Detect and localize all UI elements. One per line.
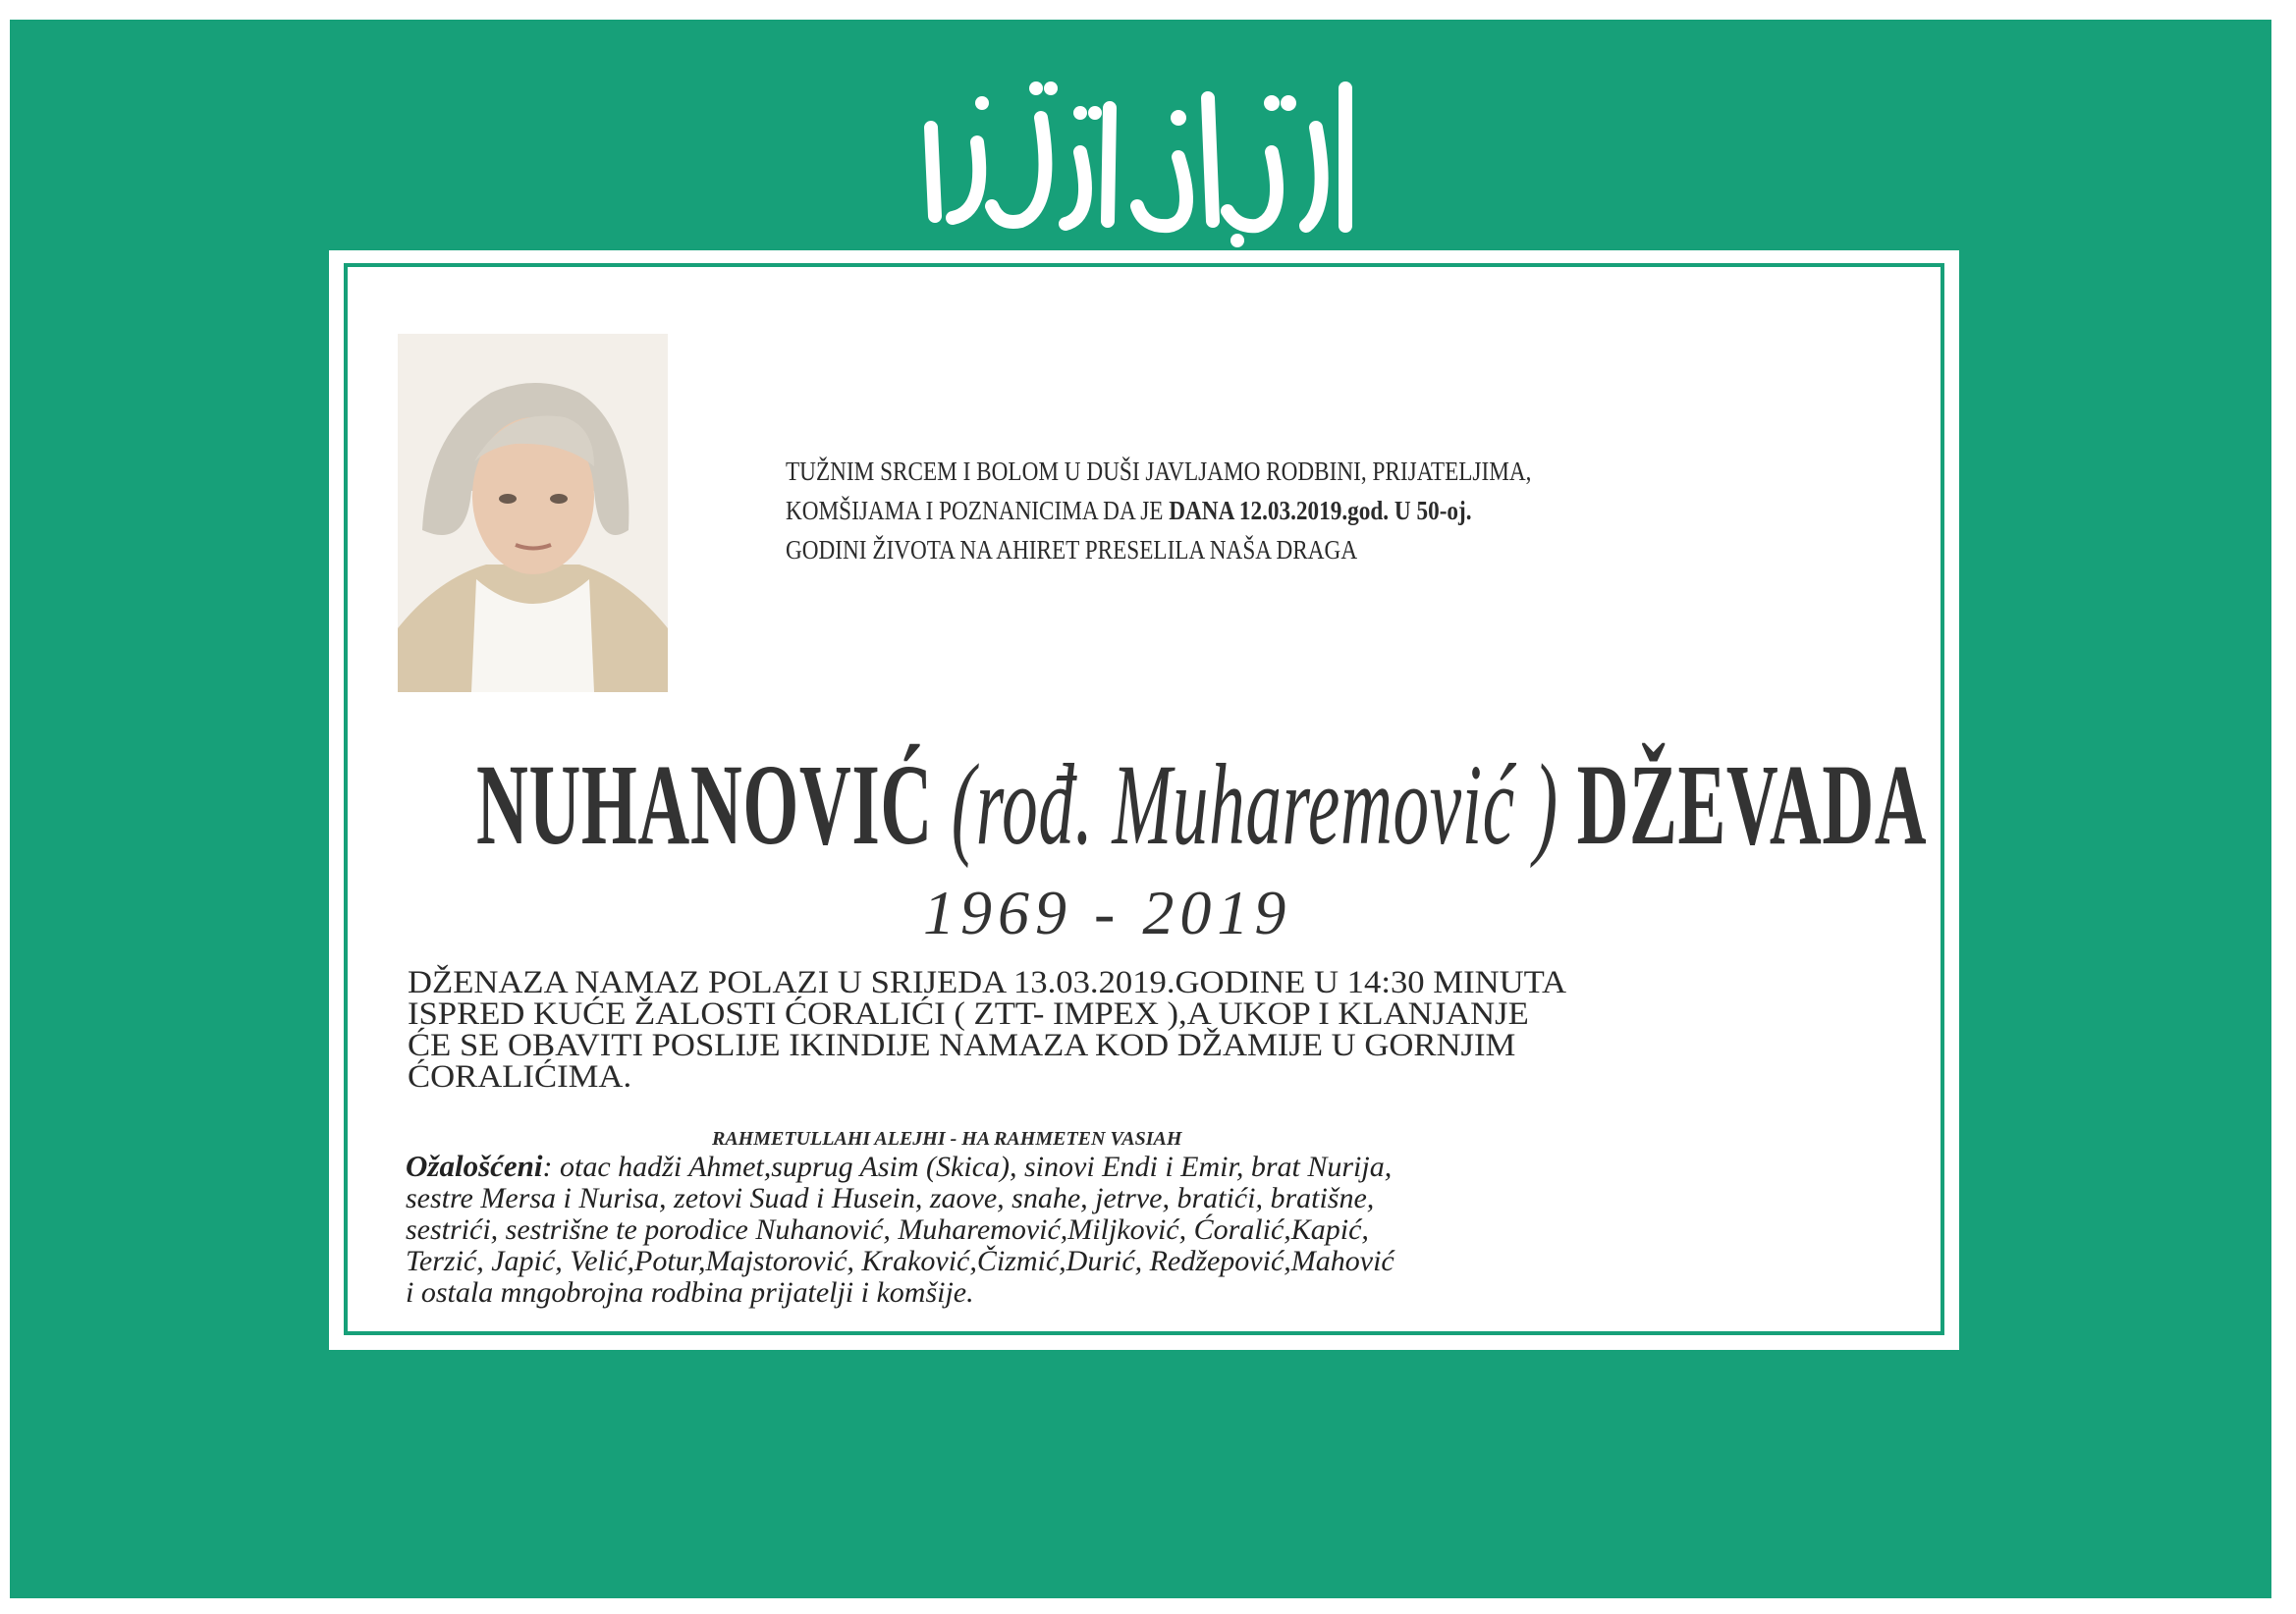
mourners-line-4: Terzić, Japić, Velić,Potur,Majstorović, Kraković,Čizmić,Durić, Redžepović,Mahović — [406, 1245, 1394, 1277]
intro-line-2 — [786, 491, 1546, 530]
funeral-line-4: ĆORALIĆIMA. — [408, 1059, 632, 1095]
life-years: 1969 - 2019 — [923, 878, 1292, 947]
deceased-name — [476, 740, 1928, 869]
funeral-line-3: ĆE SE OBAVITI POSLIJE IKINDIJE NAMAZA KOD DŽAMIJE U GORNJIM — [408, 1028, 1516, 1063]
funeral-details — [408, 967, 2057, 1093]
intro-line-3: GODINI ŽIVOTA NA AHIRET PRESELILA NAŠA DRAGA — [786, 535, 1358, 565]
mourners-label: Ožalošćeni — [406, 1149, 543, 1183]
surname: NUHANOVIĆ — [476, 740, 933, 869]
portrait-photo — [398, 334, 668, 692]
mourners-line-5: i ostala mngobrojna rodbina prijatelji i komšije. — [406, 1276, 974, 1309]
mourners-line-1 — [406, 1151, 1938, 1183]
mourners-line-1-text: : otac hadži Ahmet,suprug Asim (Skica), sinovi Endi i Emir, brat Nurija, — [542, 1151, 1393, 1183]
arabic-calligraphy-header — [884, 59, 1394, 255]
prayer-line: RAHMETULLAHI ALEJHI - HA RAHMETEN VASIAH — [712, 1128, 1182, 1150]
date-of-death: DANA 12.03.2019.god. U 50-oj. — [1169, 496, 1472, 525]
funeral-line-1: DŽENAZA NAMAZ POLAZI U SRIJEDA 13.03.2019.GODINE U 14:30 MINUTA — [408, 965, 1567, 1000]
funeral-line-2: ISPRED KUĆE ŽALOSTI ĆORALIĆI ( ZTT- IMPEX ),A UKOP I KLANJANJE — [408, 996, 1529, 1032]
intro-line-1: TUŽNIM SRCEM I BOLOM U DUŠI JAVLJAMO RODBINI, PRIJATELJIMA, — [786, 457, 1532, 486]
maiden-name: (rođ. Muharemović ) — [932, 740, 1577, 869]
announcement-intro — [786, 452, 1546, 569]
mourners-line-2: sestre Mersa i Nurisa, zetovi Suad i Husein, zaove, snahe, jetrve, bratići, bratišne, — [406, 1182, 1375, 1214]
portrait-icon — [398, 334, 668, 692]
mourners-line-3: sestrići, sestrišne te porodice Nuhanović, Muharemović,Miljković, Ćoralić,Kapić, — [406, 1213, 1369, 1246]
intro-line-2-text: KOMŠIJAMA I POZNANICIMA DA JE — [786, 496, 1170, 525]
mourners-list — [406, 1151, 1938, 1309]
given-name: DŽEVADA — [1576, 740, 1928, 869]
